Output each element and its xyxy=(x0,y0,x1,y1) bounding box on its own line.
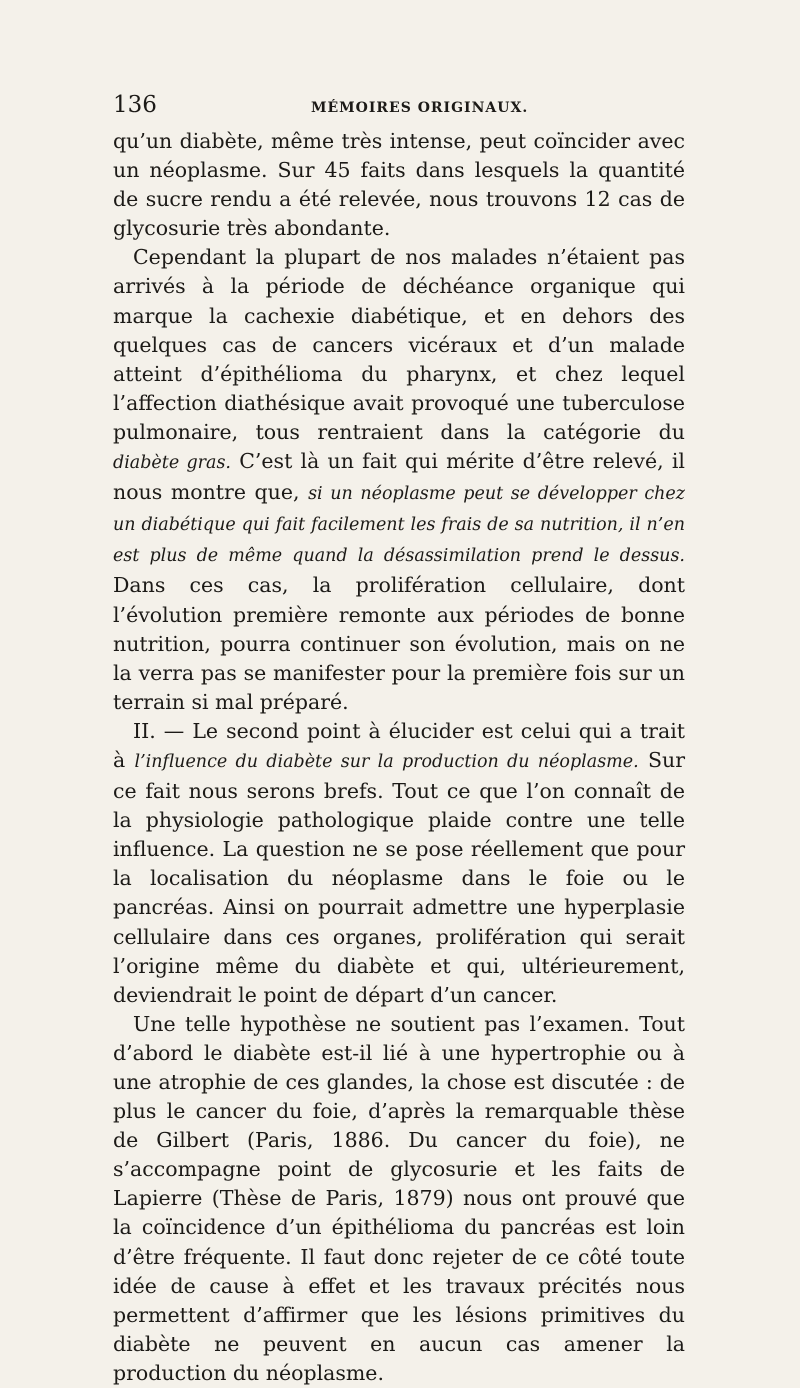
paragraph-1 xyxy=(113,127,685,243)
emphasis-diabete-gras: diabète gras. xyxy=(113,453,231,474)
paragraph-1-text: qu’un diabète, même très intense, peut coïncider avec un néoplasme. Sur 45 faits dans lesquels la quantité de sucre rendu a été relevée, nous trouvons 12 cas de glycosurie très abondante. xyxy=(113,129,685,241)
running-header xyxy=(113,92,688,120)
running-title: MÉMOIRES ORIGINAUX. xyxy=(311,100,529,116)
paragraph-3 xyxy=(113,717,685,1010)
paragraph-4-text: Une telle hypothèse ne soutient pas l’examen. Tout d’abord le diabète est-il lié à une hypertrophie ou à une atrophie de ces glandes, la chose est discutée : de plus le cancer du foie, d’après la remarquable thèse de Gilbert (Paris, 1886. Du cancer du foie), ne s’accompagne point de glycosurie et les faits de Lapierre (Thèse de Paris, 1879) nous ont prouvé que la coïncidence d’un épithélioma du pancréas est loin d’être fréquente. Il faut donc rejeter de ce côté toute idée de cause à effet et les travaux précités nous permettent d’affirmer que les lésions primitives du diabète ne peuvent en aucun cas amener la production du néoplasme. xyxy=(113,1011,685,1385)
paragraph-3-text-after: Sur ce fait nous serons brefs. Tout ce que l’on connaît de la physiologie pathologique plaide contre une telle influence. La question ne se pose réellement que pour la localisation du néoplasme dans le foie ou le pancréas. Ainsi on pourrait admettre une hyperplasie cellulaire dans ces organes, prolifération qui serait l’origine même du diabète et qui, ultérieurement, deviendrait le point de départ d’un cancer. xyxy=(113,747,685,1007)
paragraph-4 xyxy=(113,1010,685,1388)
paragraph-2-text-after: Dans ces cas, la prolifération cellulaire, dont l’évolution première remonte aux périodes de bonne nutrition, pourra continuer son évolution, mais on ne la verra pas se manifester pour la première fois sur un terrain si mal préparé. xyxy=(113,573,685,714)
emphasis-neoplasme-statement: si un néoplasme peut se développer chez un diabétique qui fait facilement les frais de sa nutrition, il n’en est plus de même quand la désassimilation prend le dessus. xyxy=(113,484,686,567)
body-text xyxy=(113,127,685,1388)
paragraph-3-text-before: II. — Le second point à élucider est celui qui a trait à xyxy=(113,718,685,772)
emphasis-influence-diabete: l’influence du diabète sur la production du néoplasme. xyxy=(134,751,639,772)
paragraph-2-text-middle: C’est là un fait qui mérite d’être relevé, il nous montre que, xyxy=(113,449,685,505)
paragraph-2 xyxy=(113,243,685,717)
paragraph-2-text-before: Cependant la plupart de nos malades n’étaient pas arrivés à la période de déchéance organique qui marque la cachexie diabétique, et en dehors des quelques cas de cancers vicéraux et d’un malade atteint d’épithélioma du pharynx, et chez lequel l’affection diathésique avait provoqué une tuberculose pulmonaire, tous rentraient dans la catégorie du xyxy=(113,245,685,444)
page-number: 136 xyxy=(113,92,157,118)
